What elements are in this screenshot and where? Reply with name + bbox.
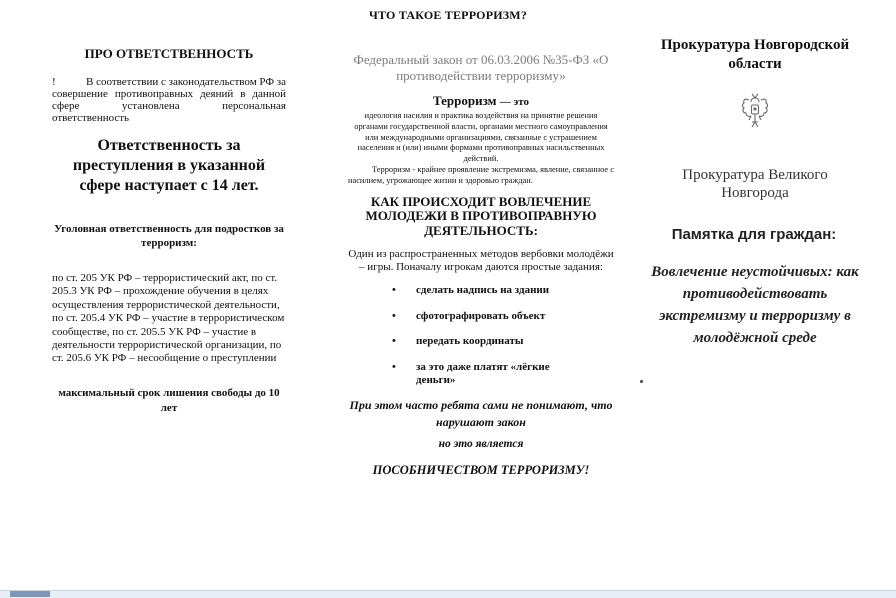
brochure-title: Вовлечение неустойчивых: как противодействовать экстремизму и терроризму в молодёжной среде: [651, 264, 859, 346]
middle-column: [348, 52, 614, 478]
articles-list: по ст. 205 УК РФ – террористический акт, по ст. 205.3 УК РФ – прохождение обучения в целях осуществления террористической деятельности, по ст. 205.4 УК РФ – участие в террористическом сообществе, по ст. 205.5 УК РФ – участие в деятельности террористической организации, по ст. 205.6 УК РФ – несообщение о преступлении: [52, 272, 285, 365]
definition-2-text: Терроризм - крайнее проявление экстремизма, явление, связанное с насилием, угрожающее жизни и здоровью граждан.: [348, 164, 614, 185]
left-column: [52, 46, 286, 416]
sub-organization-title: Прокуратура Великого Новгорода: [682, 167, 828, 201]
term-suffix: — это: [499, 96, 530, 108]
intro-text: В соответствии с законодательством РФ за совершение противоправных деяний в данной сфере установлена персональная ответственность: [52, 76, 287, 124]
warning-text-3: ПОСОБНИЧЕСТВОМ ТЕРРОРИЗМУ!: [372, 463, 590, 478]
bullet-dot-icon: •: [392, 309, 396, 322]
responsibility-intro: [52, 76, 286, 124]
term-word: Терроризм: [432, 93, 497, 108]
tasks-list: [348, 284, 614, 387]
scan-speck: [640, 380, 643, 383]
involvement-heading: КАК ПРОИСХОДИТ ВОВЛЕЧЕНИЕ МОЛОДЕЖИ В ПРОТИВОПРАВНУЮ ДЕЯТЕЛЬНОСТЬ:: [365, 193, 597, 238]
warning-text-1: При этом часто ребята сами не понимают, что нарушают закон: [349, 398, 613, 429]
list-item: • передать координаты: [392, 335, 524, 348]
criminal-liability-heading: Уголовная ответственность для подростков за терроризм:: [54, 223, 284, 249]
law-reference: Федеральный закон от 06.03.2006 №35-ФЗ «О противодействии терроризму»: [353, 52, 609, 83]
taskbar-icon: [10, 591, 50, 597]
list-item: • сделать надпись на здании: [392, 284, 550, 297]
memo-heading: Памятка для граждан:: [671, 226, 837, 243]
organization-title: Прокуратура Новгородской области: [660, 37, 850, 72]
intro-mark: !: [52, 76, 56, 88]
max-term-text: максимальный срок лишения свободы до 10 лет: [58, 386, 280, 414]
age-responsibility-text: Ответственность за преступления в указанной сфере наступает с 14 лет.: [72, 137, 266, 194]
warning-text-2: но это является: [438, 438, 524, 451]
top-title: ЧТО ТАКОЕ ТЕРРОРИЗМ?: [368, 8, 528, 22]
terrorism-definition-2: [348, 165, 614, 187]
list-item: • сфотографировать объект: [392, 309, 546, 322]
bullet-dot-icon: •: [392, 284, 396, 297]
right-column: [650, 36, 860, 349]
list-item: • за это даже платят «лёгкие деньги»: [392, 360, 550, 386]
responsibility-heading: ПРО ОТВЕТСТВЕННОСТЬ: [84, 46, 254, 61]
terrorism-definition: идеология насилия и практика воздействия на принятие решения органами государственной власти, органами местного самоуправления или международными организациями, связанные с устрашением населения и (или) иными формами противоправных насильственных действий.: [354, 111, 608, 164]
involvement-text: Один из распространенных методов вербовки молодёжи – игры. Поначалу игрокам даются простые задания:: [348, 248, 614, 274]
bullet-dot-icon: •: [392, 360, 396, 373]
double-headed-eagle-emblem-icon: [739, 92, 771, 132]
bullet-dot-icon: •: [392, 335, 396, 348]
terrorism-term: [348, 93, 614, 109]
